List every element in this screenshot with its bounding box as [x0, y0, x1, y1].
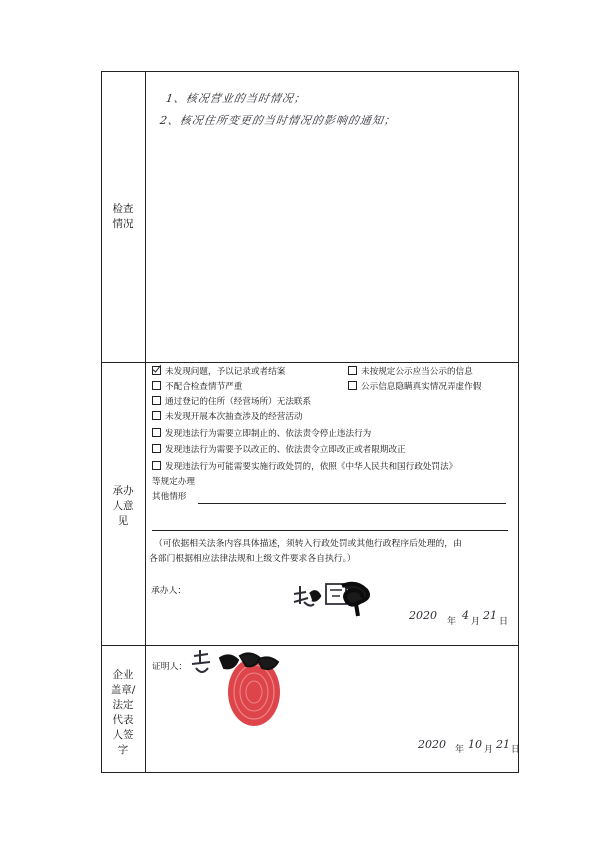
handler-date-year: 2020 — [409, 609, 437, 622]
label-column-divider — [145, 71, 146, 773]
option-no-problem[interactable]: 未发现问题，予以记录或者结案 — [152, 366, 285, 378]
handler-date-month: 4 — [462, 609, 469, 622]
label-line: 见 — [117, 515, 129, 527]
option-stop-violation[interactable]: 发现违法行为需要立即制止的、依法责令停止违法行为 — [152, 428, 371, 440]
label-line: 盖章/ — [110, 684, 136, 696]
checkbox[interactable] — [152, 396, 161, 405]
checkbox[interactable] — [152, 428, 161, 437]
label-line: 字 — [117, 744, 129, 756]
label-line: 人签 — [112, 729, 134, 741]
enterprise-seal-label — [101, 668, 145, 758]
note-line-1: （可依据相关法条内容具体描述，须转入行政处罚或其他行政程序后处理的，由 — [154, 539, 462, 549]
option-no-business-activity[interactable]: 未发现开展本次抽查涉及的经营活动 — [152, 411, 303, 423]
day-unit: 日 — [511, 745, 521, 755]
continuation-text: 等规定办理 — [152, 477, 195, 487]
witness-label: 证明人： — [152, 662, 188, 672]
handler-date-day: 21 — [483, 609, 497, 622]
handler-signature — [290, 578, 390, 618]
witness-signature — [190, 648, 290, 682]
other-situation-label: 其他情形 — [152, 492, 187, 502]
handler-label: 承办人： — [151, 586, 187, 596]
officer-opinion-label — [101, 484, 145, 529]
option-unpublished-info[interactable]: 未按规定公示应当公示的信息 — [348, 366, 473, 378]
label-line: 承办 — [112, 485, 134, 497]
year-unit: 年 — [455, 745, 465, 755]
label-line: 代表 — [112, 714, 134, 726]
checkbox[interactable] — [152, 381, 161, 390]
row-divider-2 — [101, 645, 519, 646]
option-unreachable-address[interactable]: 通过登记的住所（经营场所）无法联系 — [152, 396, 311, 408]
note-line-2: 各部门根据相应法律法规和上级文件要求各自执行。） — [149, 554, 356, 564]
checkbox[interactable] — [348, 366, 357, 375]
label-line: 法定 — [112, 699, 134, 711]
handwritten-note-2: 2、核况住所变更的当时情况的影响的通知； — [159, 114, 397, 127]
blank-line[interactable] — [152, 530, 508, 531]
enterprise-date-day: 21 — [496, 738, 510, 751]
checkbox[interactable] — [152, 411, 161, 420]
checkbox[interactable] — [348, 381, 357, 390]
inspection-section-label — [101, 202, 145, 232]
year-unit: 年 — [447, 617, 457, 627]
label-line: 人意 — [112, 500, 134, 512]
checkbox[interactable] — [152, 461, 161, 470]
option-non-cooperation[interactable]: 不配合检查情节严重 — [152, 381, 242, 393]
handwritten-note-1: 1、核况营业的当时情况； — [165, 92, 307, 105]
month-unit: 月 — [484, 745, 494, 755]
month-unit: 月 — [471, 617, 481, 627]
enterprise-date-year: 2020 — [418, 738, 446, 751]
checkbox[interactable] — [152, 444, 161, 453]
day-unit: 日 — [499, 617, 509, 627]
label-line: 情况 — [112, 218, 134, 230]
row-divider-1 — [101, 362, 519, 363]
enterprise-date-month: 10 — [468, 738, 482, 751]
option-false-info[interactable]: 公示信息隐瞒真实情况弄虚作假 — [348, 381, 481, 393]
checkbox-checked[interactable] — [152, 366, 161, 375]
label-line: 检查 — [112, 203, 134, 215]
other-situation-line[interactable] — [198, 503, 506, 504]
option-administrative-penalty[interactable]: 发现违法行为可能需要实施行政处罚的，依照《中华人民共和国行政处罚法》 — [152, 461, 457, 473]
option-correct-violation[interactable]: 发现违法行为需要予以改正的、依法责令立即改正或者限期改正 — [152, 444, 406, 456]
label-line: 企业 — [112, 669, 134, 681]
